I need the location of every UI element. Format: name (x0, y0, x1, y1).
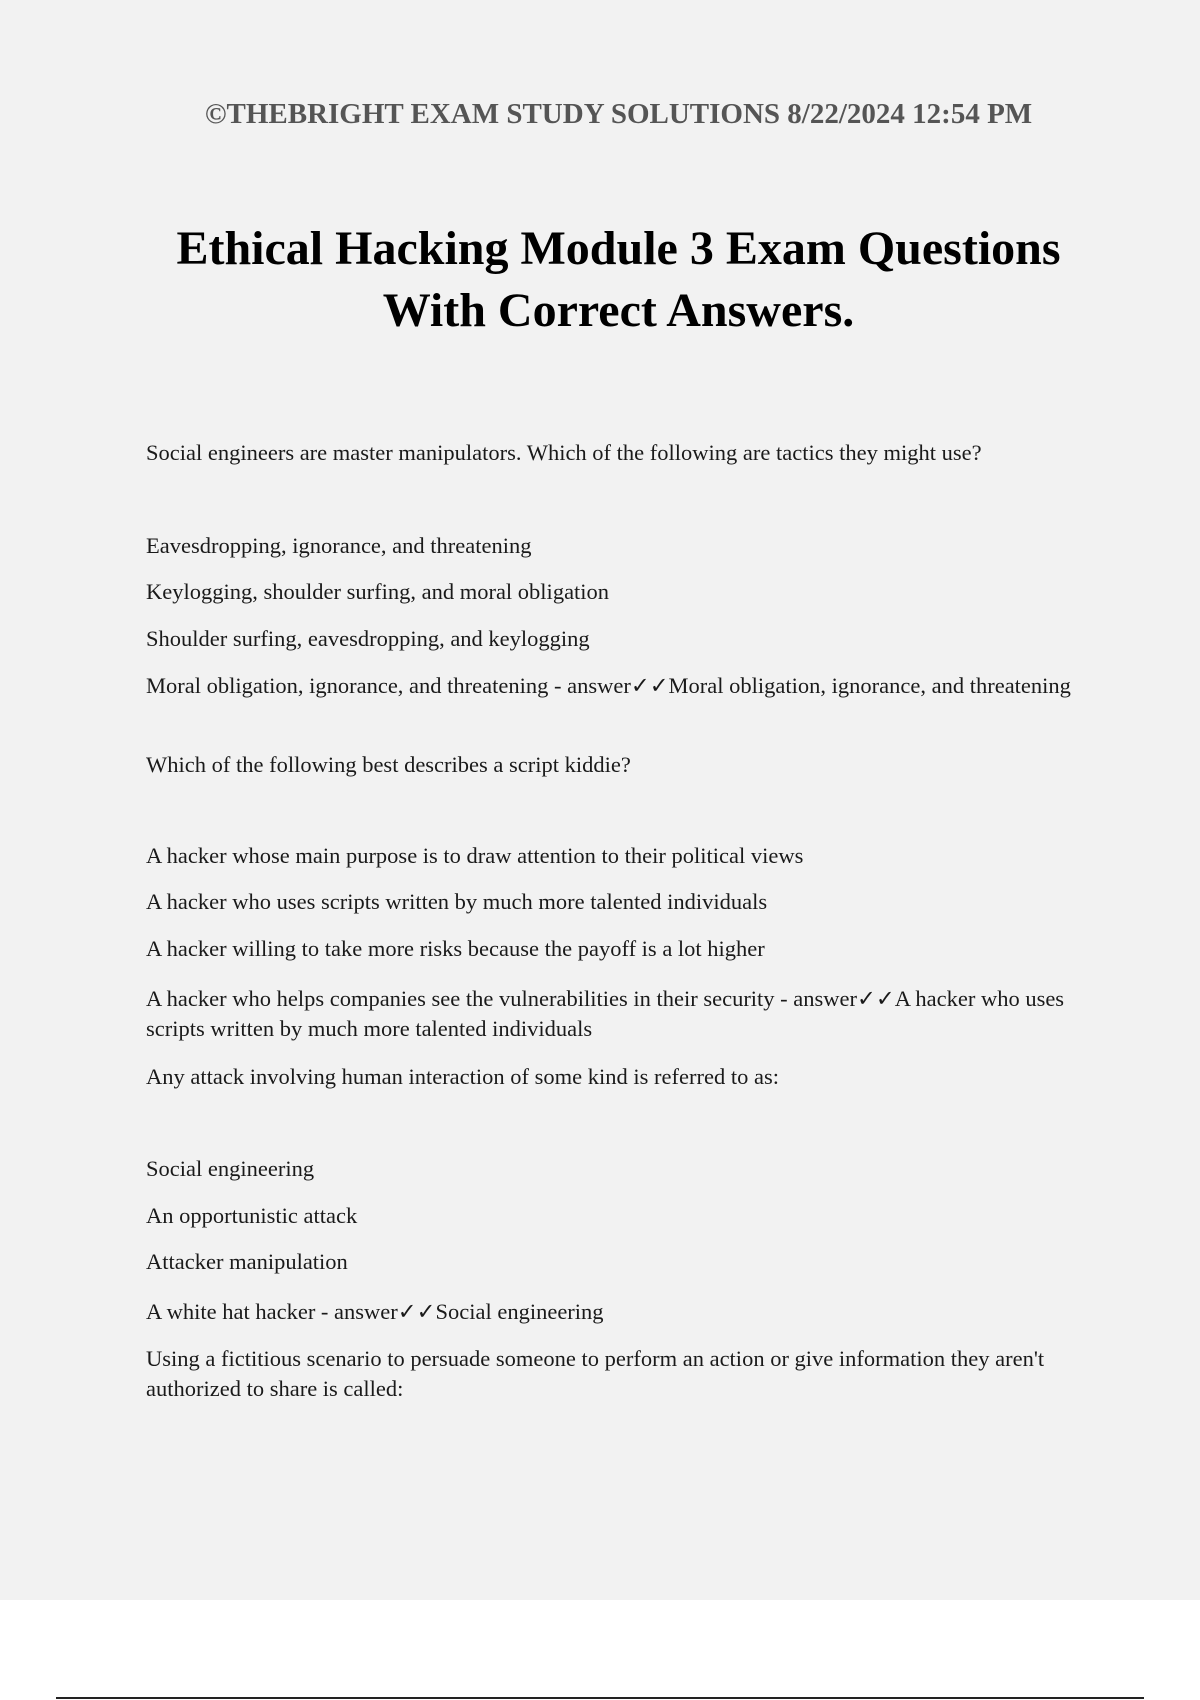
answer-option-with-correct-answer: A white hat hacker - answer✓✓Social engineering (146, 1299, 604, 1324)
answer-option-with-correct-answer: Moral obligation, ignorance, and threatening - answer✓✓Moral obligation, ignorance, and threatening (146, 673, 1071, 698)
answer-option: An opportunistic attack (146, 1203, 358, 1228)
answer-option: A hacker who uses scripts written by much more talented individuals (146, 889, 768, 914)
answer-option: A hacker willing to take more risks because the payoff is a lot higher (146, 936, 765, 961)
question-text: Which of the following best describes a script kiddie? (146, 752, 631, 777)
answer-option: Shoulder surfing, eavesdropping, and keylogging (146, 626, 590, 651)
question-text: Social engineers are master manipulators. Which of the following are tactics they might use? (146, 440, 982, 465)
copyright-watermark: ©THEBRIGHT EXAM STUDY SOLUTIONS 8/22/2024 12:54 PM (204, 98, 1033, 130)
answer-option: Attacker manipulation (146, 1249, 348, 1274)
page-title (0, 218, 1200, 342)
answer-option: Social engineering (146, 1156, 315, 1181)
footer-divider (56, 1697, 1144, 1699)
question-text: Any attack involving human interaction of some kind is referred to as: (146, 1064, 779, 1089)
question-text: Using a fictitious scenario to persuade someone to perform an action or give information they aren't authorized to share is called: (146, 1346, 1045, 1401)
answer-option: A hacker whose main purpose is to draw attention to their political views (146, 843, 804, 868)
answer-option: Eavesdropping, ignorance, and threatening (146, 533, 532, 558)
title-line-2: With Correct Answers. (382, 284, 855, 337)
title-line-1: Ethical Hacking Module 3 Exam Questions (176, 222, 1061, 275)
answer-option-with-correct-answer: A hacker who helps companies see the vulnerabilities in their security - answer✓✓A hacker who uses scripts written by much more talented individuals (146, 986, 1065, 1041)
answer-option: Keylogging, shoulder surfing, and moral obligation (146, 579, 610, 604)
